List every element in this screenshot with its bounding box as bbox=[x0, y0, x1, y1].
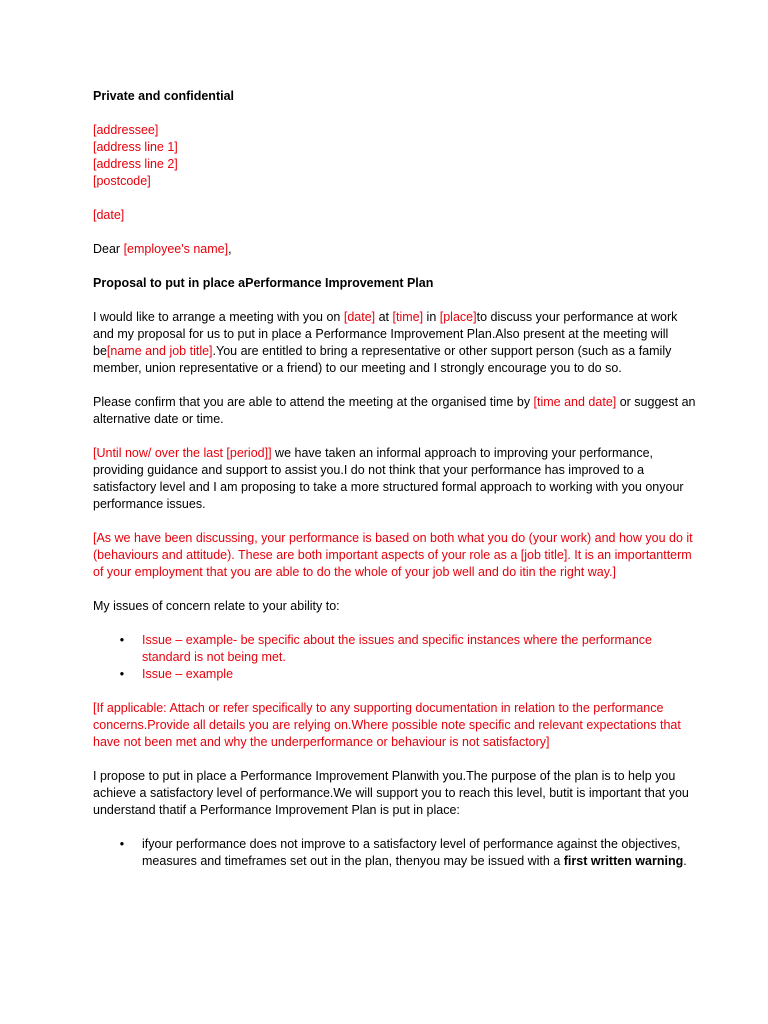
period-placeholder: [Until now/ over the last [period]] bbox=[93, 446, 272, 460]
text-run: or suggest an alternative date or time. bbox=[93, 395, 696, 426]
conditions-list bbox=[93, 836, 698, 870]
postcode: [postcode] bbox=[93, 174, 151, 188]
informal-approach-paragraph bbox=[93, 445, 698, 513]
issue-item bbox=[93, 632, 698, 666]
salutation bbox=[93, 241, 698, 258]
salutation-prefix: Dear bbox=[93, 242, 124, 256]
applicable-paragraph: [If applicable: Attach or refer specifically to any supporting documentation in relation to the performance concerns.Provide all details you are relying on.Where possible note specific and relevant expectations that have not been met and why the underperformance or behaviour is not satisfactory] bbox=[93, 701, 681, 749]
text-run: at bbox=[375, 310, 393, 324]
bullet-icon: • bbox=[119, 633, 125, 647]
condition-item bbox=[93, 836, 698, 870]
text-run: I would like to arrange a meeting with you on bbox=[93, 310, 344, 324]
salutation-suffix: , bbox=[228, 242, 232, 256]
meeting-paragraph bbox=[93, 309, 698, 377]
discussion-paragraph: [As we have been discussing, your performance is based on both what you do (your work) and how you do it (behaviours and attitude). These are both important aspects of your role as a [job title]. It is an importantterm of your employment that you are able to do the whole of your job well and do itin the right way.] bbox=[93, 531, 693, 579]
time-date-placeholder: [time and date] bbox=[533, 395, 617, 409]
address-line-1: [address line 1] bbox=[93, 140, 178, 154]
time-placeholder: [time] bbox=[392, 310, 424, 324]
issue-text: Issue – example bbox=[142, 667, 234, 681]
text-run: Please confirm that you are able to attend the meeting at the organised time by bbox=[93, 395, 534, 409]
bullet-icon: • bbox=[119, 837, 125, 851]
text-run: . bbox=[683, 854, 687, 868]
issues-list bbox=[93, 632, 698, 683]
proposal-paragraph: I propose to put in place a Performance Improvement Planwith you.The purpose of the plan is to help you achieve a satisfactory level of performance.We will support you to reach this level, butit is important that you understand thatif a Performance Improvement Plan is put in place: bbox=[93, 769, 689, 817]
first-warning-text: first written warning bbox=[563, 854, 684, 868]
address-line-2: [address line 2] bbox=[93, 157, 178, 171]
confidential-heading: Private and confidential bbox=[93, 89, 235, 103]
text-run: to discuss your performance at work and my proposal for us to put in place a Performance Improvement Plan.Also present at the meeting will be bbox=[93, 310, 678, 358]
employee-name-placeholder: [employee's name] bbox=[123, 242, 229, 256]
text-run: ifyour performance does not improve to a satisfactory level of performance against the objectives, measures and timeframes set out in the plan, thenyou may be issued with a bbox=[142, 837, 681, 868]
text-run: .You are entitled to bring a representative or other support person (such as a family member, union representative or a friend) to our meeting and I strongly encourage you to do so. bbox=[93, 344, 672, 375]
text-run: we have taken an informal approach to improving your performance, providing guidance and support to assist you.I do not think that your performance has improved to a satisfactory level and I am proposing to take a more structured formal approach to working with you onyour performance issues. bbox=[93, 446, 684, 511]
name-job-placeholder: [name and job title] bbox=[106, 344, 213, 358]
text-run: in bbox=[423, 310, 440, 324]
confirm-paragraph bbox=[93, 394, 698, 428]
issue-item bbox=[93, 666, 698, 683]
place-placeholder: [place] bbox=[439, 310, 477, 324]
issue-text: Issue – example- be specific about the issues and specific instances where the performance standard is not being met. bbox=[142, 633, 652, 664]
letter-date: [date] bbox=[93, 208, 125, 222]
date-placeholder: [date] bbox=[343, 310, 376, 324]
addressee: [addressee] bbox=[93, 123, 159, 137]
subject-line: Proposal to put in place aPerformance Improvement Plan bbox=[93, 276, 434, 290]
bullet-icon: • bbox=[119, 667, 125, 681]
address-block bbox=[93, 122, 698, 190]
concern-intro: My issues of concern relate to your ability to: bbox=[93, 599, 340, 613]
